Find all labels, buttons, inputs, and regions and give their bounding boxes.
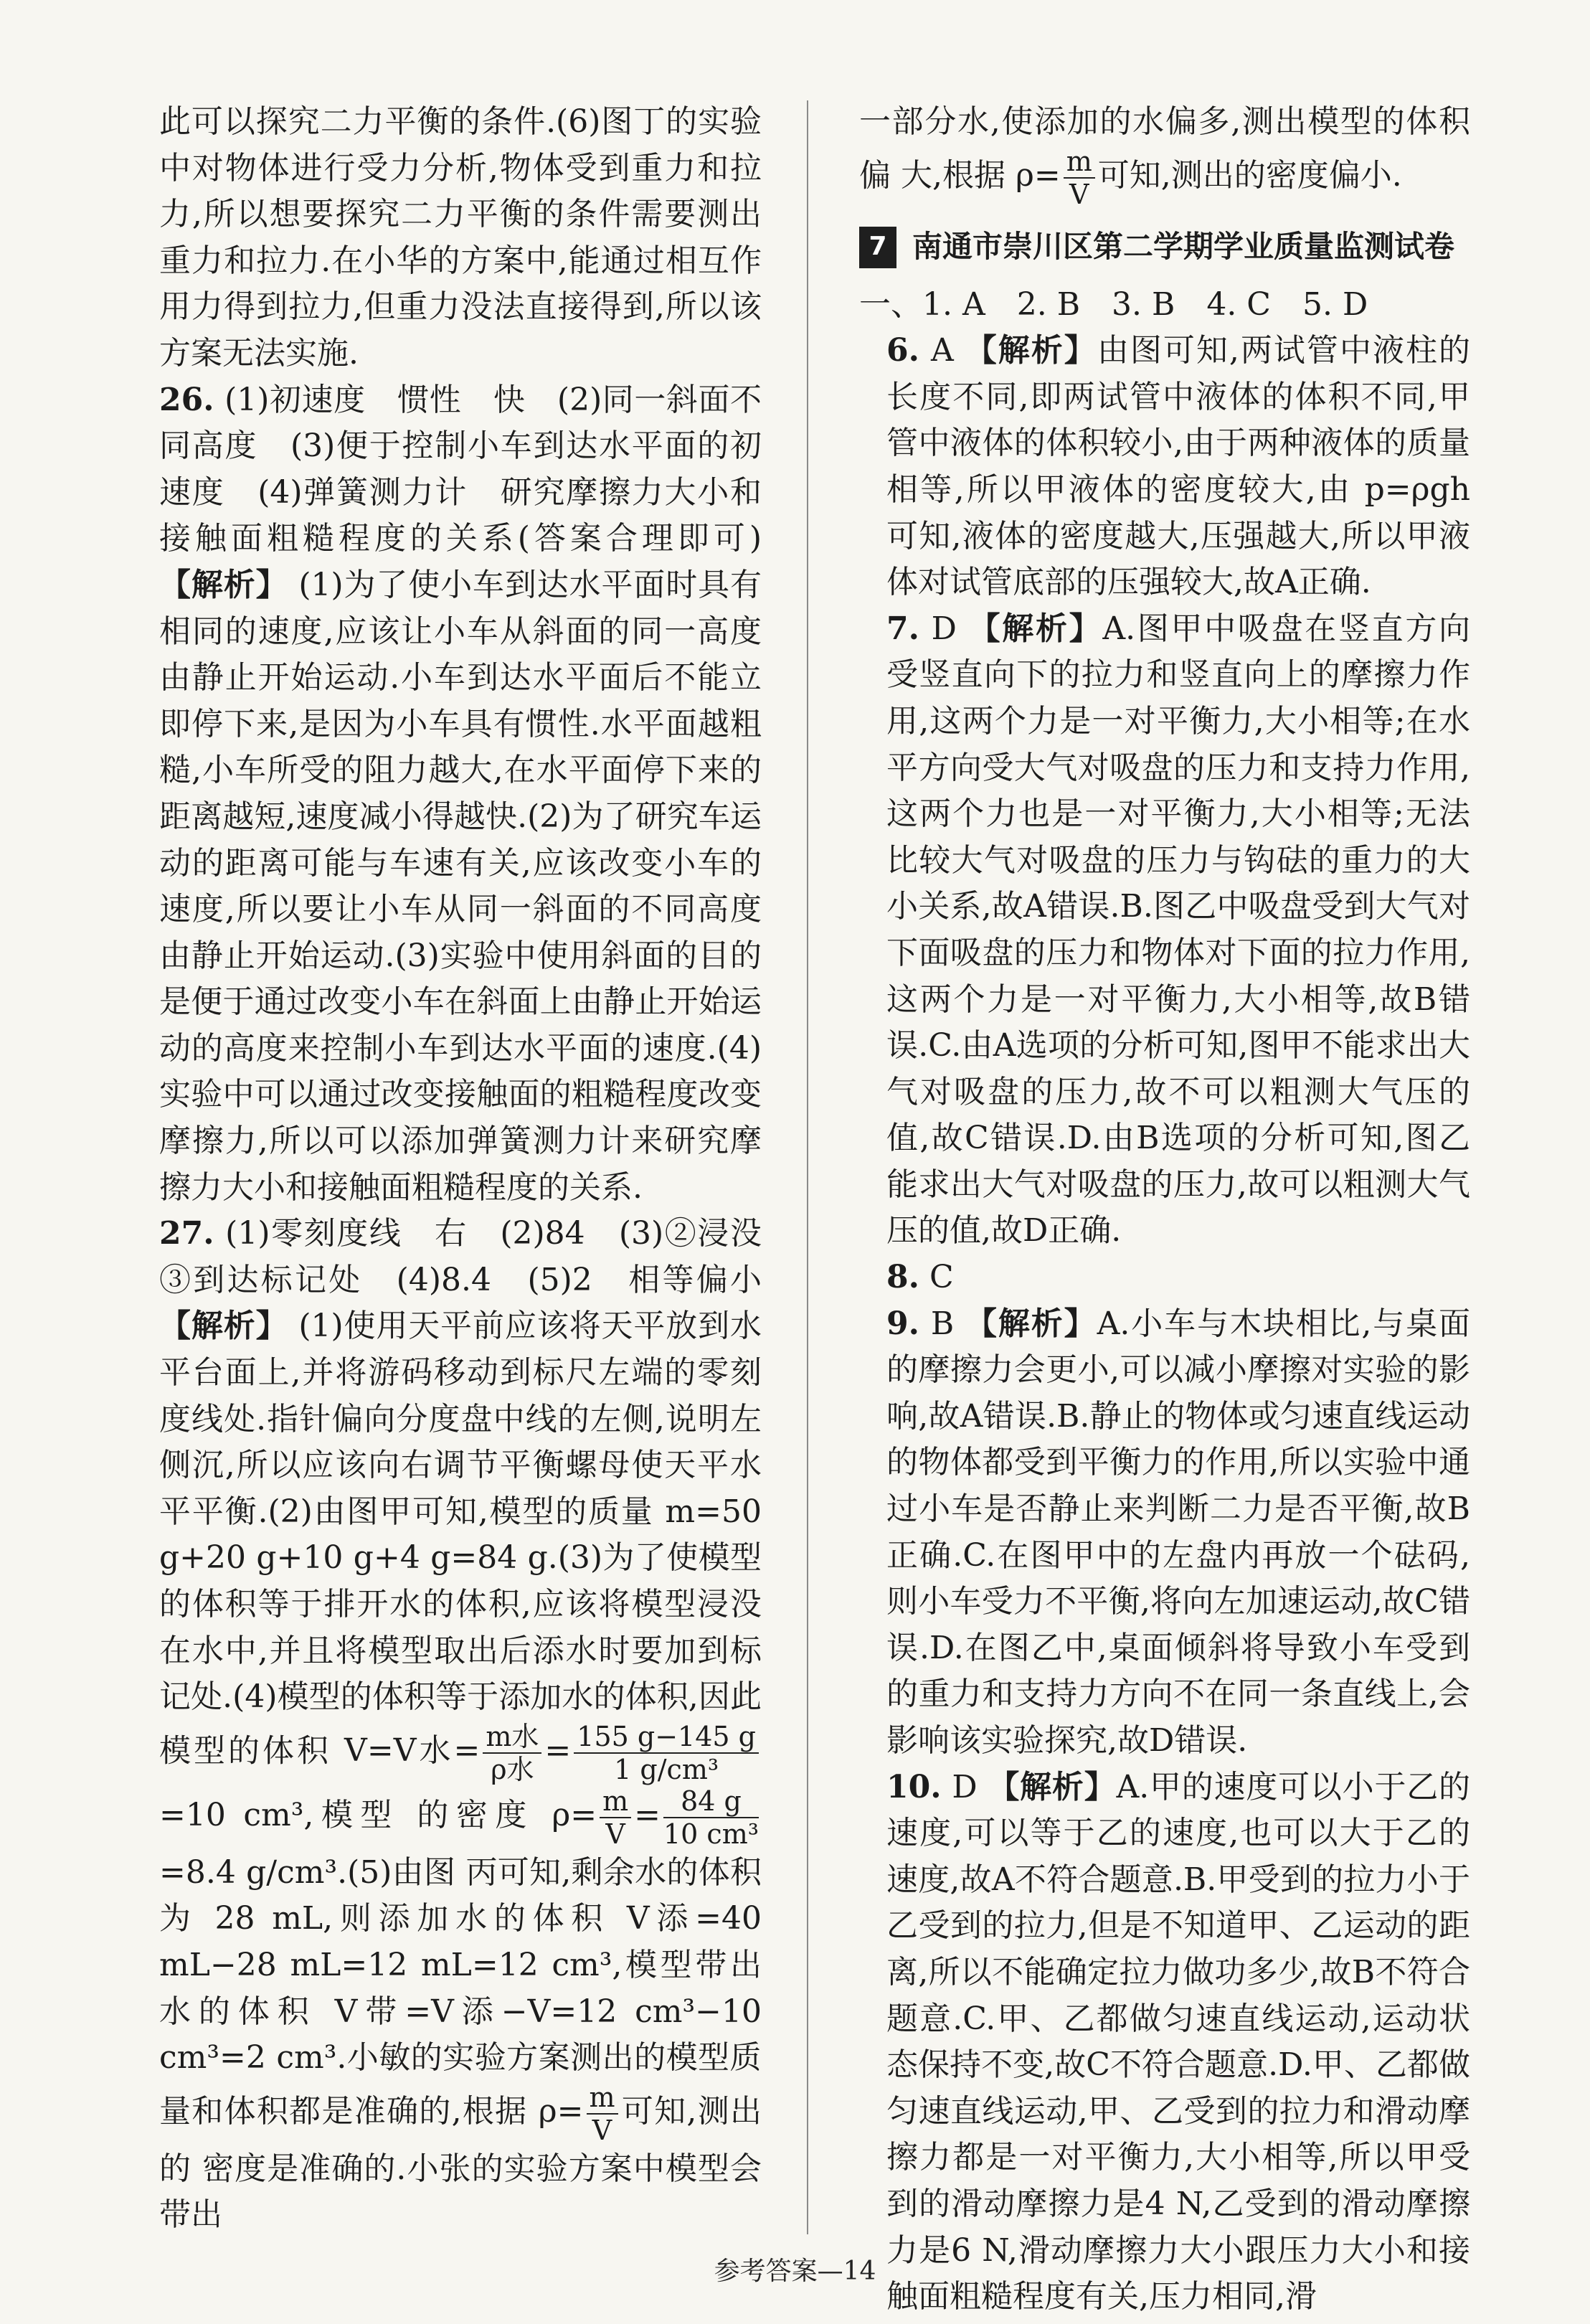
answer-choice: D: [952, 1768, 978, 1805]
analysis-tag: 【解析】: [968, 610, 1103, 647]
answer-8: [859, 1255, 1470, 1301]
answer-choice: A: [930, 332, 954, 369]
analysis-tag: 【解析】: [965, 1305, 1097, 1342]
formula-volume: V=V水= $\frac{\text{m水}}{\text{ρ水}}$ = $\frac{155 g-145 g}{\text{1 g/cm³}}$ =10 cm³,模型: [159, 1732, 762, 1833]
section-number: 7: [859, 227, 896, 268]
section-header: [859, 222, 1470, 273]
answer-choice: D: [931, 610, 957, 647]
paragraph-continuation: 此可以探究二力平衡的条件.(6)图丁的实验中对物体进行受力分析,物体受到重力和拉力,所以想要探究二力平衡的条件需要测出重力和拉力.在小华的方案中,能通过相互作用力得到拉力,但重力没法直接得到,所以该方案无法实施.: [159, 103, 762, 372]
answer-choice: B: [930, 1305, 955, 1342]
page-footer: 参考答案—14: [714, 2257, 876, 2286]
right-column: [859, 99, 1470, 2320]
question-number: 7.: [886, 610, 919, 647]
answer-10: [859, 1765, 1470, 2320]
analysis-tag: 【解析】: [159, 1308, 288, 1345]
analysis-text: 丙可知,剩余水的体积为 28 mL,则添加水的体积 V添=40 mL−28 mL=12 mL=12 cm³,模型带出水的体积 V带=V添−V=12 cm³−10 cm³=2 cm³.小敏的实验方案测出的模型质: [159, 1853, 762, 2077]
analysis-tag: 【解析】: [988, 1768, 1117, 1805]
analysis-text: (1)使用天平前应该将天平放到水平台面上,并将游码移动到标尺左端的零刻度线处.指针偏向分度盘中线的左侧,说明左侧沉,所以应该向右调节平衡螺母使天平水平平衡.(2)由图甲可知,模型的质量 m=50 g+20 g+10 g+4 g=84 g.(3)为了使模型的体积等于排开水的体积,应该将模型浸没在水中,并且将模型取出后添水时要加到标记处.(4)模型的体积等于添加水的体积,因此模型的体积: [159, 1308, 762, 1770]
multiple-choice-answers: 一、1. A 2. B 3. B 4. C 5. D: [859, 285, 1368, 323]
answer-9: [859, 1301, 1470, 1765]
analysis-text: 由图可知,两试管中液柱的长度不同,即两试管中液体的体积不同,甲管中液体的体积较小,由于两种液体的质量相等,所以甲液体的密度较大,由 p=ρgh 可知,液体的密度越大,压强越大,所以甲液体对试管底部的压强较大,故A正确.: [886, 332, 1470, 601]
fraction: $\frac{155 g-145 g}{\text{1 g/cm³}}$: [574, 1721, 759, 1785]
analysis-text: A.小车与木块相比,与桌面的摩擦力会更小,可以减小摩擦对实验的影响,故A错误.B.静止的物体或匀速直线运动的物体都受到平衡力的作用,所以实验中通过小车是否静止来判断二力是否平衡,故B正确.C.在图甲中的左盘内再放一个砝码,则小车受力不平衡,将向左加速运动,故C错误.D.在图乙中,桌面倾斜将导致小车受到的重力和支持力方向不在同一条直线上,会影响该实验探究,故D错误.: [886, 1305, 1470, 1759]
formula-density: 的密度 ρ= $\frac{m}{V}$ = $\frac{84 g}{\text{10 cm³}}$ =8.4 g/cm³.(5)由图: [159, 1785, 759, 1891]
question-number: 8.: [886, 1259, 919, 1296]
fraction: $\frac{84 g}{\text{10 cm³}}$: [663, 1785, 759, 1850]
analysis-tag: 【解析】: [159, 566, 288, 603]
answer-text: (1)零刻度线 右 (2)84 (3)②浸没 ③到达标记处 (4)8.4 (5)2 相等偏小: [159, 1215, 793, 1298]
analysis-tag: 【解析】: [965, 332, 1097, 369]
answer-7: [859, 606, 1470, 1255]
column-divider: [807, 100, 808, 2234]
answer-text: (1)初速度 惯性 快 (2)同一斜面不同高度 (3)便于控制小车到达水平面的初速度 (4)弹簧测力计 研究摩擦力大小和接触面粗糙程度的关系(答案合理即可): [159, 381, 762, 557]
answer-27: [159, 1211, 793, 2239]
question-number: 27.: [159, 1215, 214, 1252]
analysis-text: (1)为了使小车到达水平面时具有相同的速度,应该让小车从斜面的同一高度由静止开始运动.小车到达水平面后不能立即停下来,是因为小车具有惯性.水平面越粗糙,小车所受的阻力越大,在水平面停下来的距离越短,速度减小得越快.(2)为了研究车运动的距离可能与车速有关,应该改变小车的速度,所以要让小车从同一斜面的不同高度由静止开始运动.(3)实验中使用斜面的目的是便于通过改变小车在斜面上由静止开始运动的高度来控制小车到达水平面的速度.(4)实验中可以通过改变接触面的粗糙程度改变摩擦力,所以可以添加弹簧测力计来研究摩擦力大小和接触面粗糙程度的关系.: [159, 566, 762, 1206]
analysis-text: A.图甲中吸盘在竖直方向受竖直向下的拉力和竖直向上的摩擦力作用,这两个力是一对平衡力,大小相等;在水平方向受大气对吸盘的压力和支持力作用,这两个力也是一对平衡力,大小相等;无法比较大气对吸盘的压力与钩砝的重力的大小关系,故A错误.B.图乙中吸盘受到大气对下面吸盘的压力和物体对下面的拉力作用,这两个力是一对平衡力,大小相等,故B错误.C.由A选项的分析可知,图甲不能求出大气对吸盘的压力,故不可以粗测大气压的值,故C错误.D.由B选项的分析可知,图乙能求出大气对吸盘的压力,故可以粗测大气压的值,故D正确.: [886, 610, 1471, 1250]
fraction: $\frac{\text{m水}}{\text{ρ水}}$: [483, 1721, 541, 1785]
analysis-text: 密度是准确的.小张的实验方案中模型会带出: [159, 2150, 762, 2234]
paragraph-continuation: 一部分水,使添加的水偏多,测出模型的体积偏 大,根据 ρ= $\frac{m}{V}$ 可知,测出的密度偏小.: [859, 103, 1470, 210]
fraction: $\frac{m}{V}$: [1064, 146, 1095, 210]
question-number: 9.: [886, 1305, 919, 1342]
section-title: 南通市崇川区第二学期学业质量监测试卷: [912, 229, 1455, 265]
answer-6: [859, 328, 1470, 606]
answer-26: [159, 377, 762, 1211]
answer-choice: C: [929, 1259, 954, 1296]
left-column: [159, 99, 793, 2239]
fraction: $\frac{m}{V}$: [587, 2082, 618, 2146]
question-number: 26.: [159, 381, 214, 418]
question-number: 6.: [886, 332, 919, 369]
fraction: $\frac{m}{V}$: [600, 1785, 631, 1850]
analysis-text: A.甲的速度可以小于乙的速度,可以等于乙的速度,也可以大于乙的速度,故A不符合题意.B.甲受到的拉力小于乙受到的拉力,但是不知道甲、乙运动的距离,所以不能确定拉力做功多少,故B不符合题意.C.甲、乙都做匀速直线运动,运动状态保持不变,故C不符合题意.D.甲、乙都做匀速直线运动,甲、乙受到的拉力和滑动摩擦力都是一对平衡力,大小相等,所以甲受到的滑动摩擦力是4 N,乙受到的滑动摩擦力是6 N,滑动摩擦力大小跟压力大小和接触面粗糙程度有关,压力相同,滑: [886, 1768, 1470, 2315]
formula-density-ref: 量和体积都是准确的,根据 ρ= $\frac{m}{V}$ 可知,测出的: [159, 2081, 762, 2187]
question-number: 10.: [886, 1768, 942, 1805]
formula-density-ref: 大,根据 ρ= $\frac{m}{V}$ 可知,测出的密度偏小.: [901, 145, 1402, 210]
